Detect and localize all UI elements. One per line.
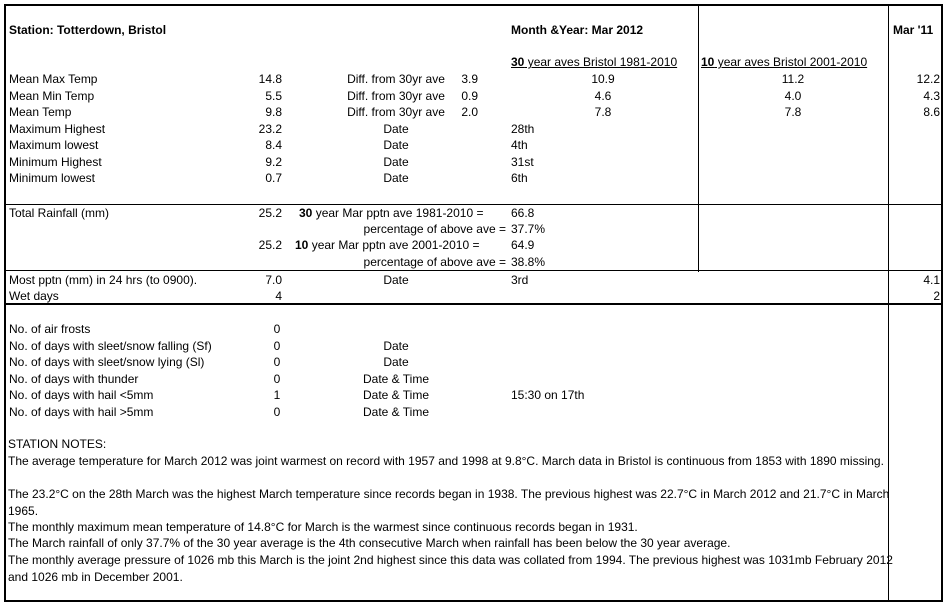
temp-row-diff: 2.0 <box>461 105 478 119</box>
rainfall-ave10-label: 10 year Mar pptn ave 2001-2010 = <box>295 238 480 252</box>
count-row-label: No. of days with hail >5mm <box>9 404 154 419</box>
count-row-mid: Date <box>383 355 409 369</box>
count-row-value: 0 <box>273 355 281 369</box>
month-year-title: Month &Year: Mar 2012 <box>511 23 644 37</box>
temp-row-ave10: 7.8 <box>784 105 802 119</box>
temp-row-ave10: 4.0 <box>784 88 802 103</box>
temp-row-label: Mean Temp <box>9 105 72 119</box>
note-5: The monthly average pressure of 1026 mb this March is the joint 2nd highest since this data was collated from 1994. The previous highest was 1031mb February 2012 and 1026 mb in December 2001. <box>8 553 893 584</box>
pptn-date-label: Date <box>383 273 409 287</box>
rainfall-value-1: 25.2 <box>258 206 282 220</box>
count-row-label: No. of days with thunder <box>9 371 139 386</box>
rainfall-pct10-value: 38.8% <box>511 255 546 269</box>
temp-row-value: 14.8 <box>258 72 282 86</box>
temp-row-prev: 4.3 <box>923 88 940 103</box>
temp-row-ave30: 10.9 <box>591 72 615 86</box>
count-row-label: No. of days with sleet/snow falling (Sf) <box>9 338 212 353</box>
temp-row-label: Mean Min Temp <box>9 88 95 103</box>
wet-days-value: 4 <box>275 289 282 303</box>
pptn-prev: 4.1 <box>923 273 940 287</box>
pptn-label: Most pptn (mm) in 24 hrs (to 0900). <box>9 273 198 287</box>
pptn-date: 3rd <box>511 273 529 287</box>
temp-row-value: 0.7 <box>265 171 282 185</box>
count-row-label: No. of days with sleet/snow lying (Sl) <box>9 355 205 369</box>
rainfall-pct10-label: percentage of above ave = <box>363 255 506 269</box>
note-1: The average temperature for March 2012 was joint warmest on record with 1957 and 1998 at 9.8°C. March data in Bristol is continuous from 1853 with 1890 missing. <box>8 454 884 468</box>
pptn-value: 7.0 <box>265 273 282 287</box>
count-row-mid: Date & Time <box>362 404 430 419</box>
count-row-value: 1 <box>273 388 281 402</box>
temp-row-mid: Diff. from 30yr ave <box>347 72 445 86</box>
wet-days-prev: 2 <box>933 289 940 303</box>
wet-days-label: Wet days <box>9 289 59 303</box>
note-2: The 23.2°C on the 28th March was the highest March temperature since records began in 1938. The previous highest was 22.7°C in March 2012 and 21.7°C in March 1965. <box>8 487 890 518</box>
temp-row-label: Maximum Highest <box>9 121 106 136</box>
temp-row-value: 9.2 <box>265 154 282 169</box>
note-4: The March rainfall of only 37.7% of the 30 year average is the 4th consecutive March when rainfall has been below the 30 year average. <box>8 536 731 550</box>
prev-year-title: Mar '11 <box>893 23 934 37</box>
temp-row-date: 6th <box>511 171 528 185</box>
ave10-header: 10 year aves Bristol 2001-2010 <box>701 55 868 69</box>
temp-row-prev: 8.6 <box>923 105 940 119</box>
count-row-date: 15:30 on 17th <box>511 388 585 402</box>
rainfall-ave30-label: 30 year Mar pptn ave 1981-2010 = <box>299 206 484 220</box>
temp-row-mid: Date <box>383 154 409 169</box>
station-title: Station: Totterdown, Bristol <box>9 23 167 37</box>
temp-row-label: Mean Max Temp <box>9 72 98 86</box>
divider-temp-rain <box>6 204 941 205</box>
temp-row-label: Minimum Highest <box>9 154 102 169</box>
count-row-mid: Date & Time <box>362 371 430 386</box>
count-row-value: 0 <box>273 338 281 353</box>
rainfall-label: Total Rainfall (mm) <box>9 206 110 220</box>
temp-row-ave30: 4.6 <box>594 88 612 103</box>
temp-row-mid: Date <box>383 138 409 152</box>
rainfall-pct30-value: 37.7% <box>511 222 546 236</box>
temp-row-value: 5.5 <box>265 88 282 103</box>
ave30-header: 30 year aves Bristol 1981-2010 <box>511 55 678 69</box>
temp-row-mid: Diff. from 30yr ave <box>347 88 445 103</box>
temp-row-mid: Diff. from 30yr ave <box>347 105 445 119</box>
rainfall-ave10-value: 64.9 <box>511 238 535 252</box>
temp-row-date: 4th <box>511 138 528 152</box>
temp-row-value: 9.8 <box>265 105 282 119</box>
count-row-mid: Date & Time <box>362 388 430 402</box>
divider-pptn-counts <box>6 303 941 305</box>
temp-row-label: Minimum lowest <box>9 171 96 185</box>
rainfall-value-2: 25.2 <box>258 238 282 252</box>
divider-ave10 <box>698 6 699 272</box>
count-row-value: 0 <box>273 371 281 386</box>
divider-rain-pptn <box>6 270 941 271</box>
count-row-label: No. of days with hail <5mm <box>9 388 154 402</box>
temp-row-diff: 3.9 <box>461 72 478 86</box>
count-row-value: 0 <box>273 404 281 419</box>
temp-row-value: 8.4 <box>265 138 282 152</box>
temp-row-date: 28th <box>511 121 535 136</box>
temp-row-ave30: 7.8 <box>594 105 612 119</box>
count-row-mid: Date <box>383 338 409 353</box>
temp-row-mid: Date <box>383 171 409 185</box>
temp-row-diff: 0.9 <box>461 88 478 103</box>
temp-row-mid: Date <box>383 121 409 136</box>
rainfall-pct30-label: percentage of above ave = <box>363 222 506 236</box>
temp-row-label: Maximum lowest <box>9 138 99 152</box>
rainfall-ave30-value: 66.8 <box>511 206 535 220</box>
count-row-label: No. of air frosts <box>9 322 91 336</box>
temp-row-value: 23.2 <box>258 121 282 136</box>
temp-row-prev: 12.2 <box>916 72 940 86</box>
temp-row-ave10: 11.2 <box>781 72 805 86</box>
temp-row-date: 31st <box>511 154 534 169</box>
count-row-value: 0 <box>273 322 281 336</box>
notes-title: STATION NOTES: <box>8 437 107 451</box>
note-3: The monthly maximum mean temperature of 14.8°C for March is the warmest since continuous records began in 1931. <box>8 520 638 534</box>
